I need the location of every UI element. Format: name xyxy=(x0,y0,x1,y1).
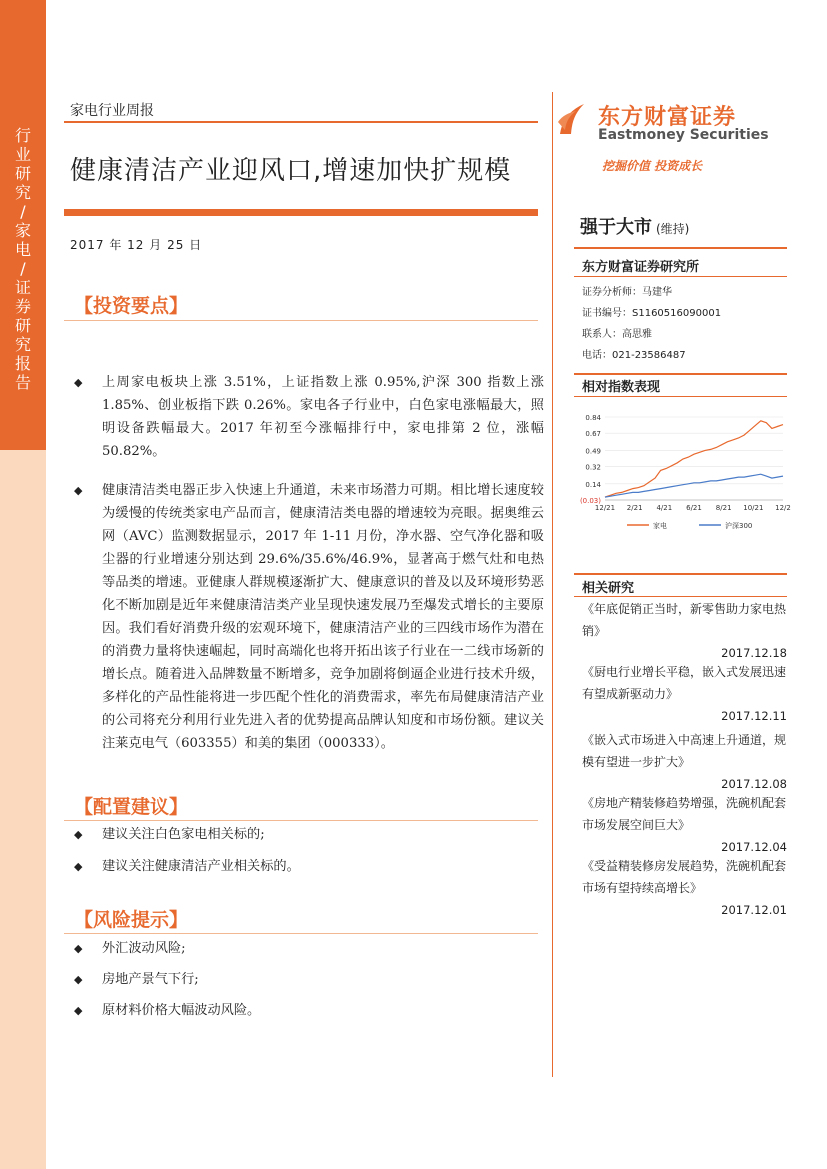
x-tick-label: 4/21 xyxy=(656,504,673,512)
institute-rule xyxy=(574,276,787,277)
investment-heading: 【投资要点】 xyxy=(74,295,189,317)
header-rule xyxy=(64,121,538,123)
report-title: 健康清洁产业迎风口,增速加快扩规模 xyxy=(70,156,512,186)
brand-name-cn: 东方财富证券 xyxy=(598,105,737,130)
bullet-text: 上周家电板块上涨 3.51%，上证指数上涨 0.95%,沪深 300 指数上涨 1.85%、创业板指下跌 0.26%。家电各子行业中，白色家电涨幅最大，照明设备跌幅最大。2017 年初至今涨幅排行中，家电排第 2 位，涨幅 50.82%。 xyxy=(102,375,544,459)
diamond-bullet-icon: ◆ xyxy=(74,973,83,986)
list-item xyxy=(74,823,544,846)
title-rule xyxy=(64,209,538,216)
bullet-text: 外汇波动风险; xyxy=(102,941,186,956)
bullet-text: 房地产景气下行; xyxy=(102,972,199,987)
diamond-bullet-icon: ◆ xyxy=(74,942,83,955)
contact: 联系人：高思雅 xyxy=(582,329,652,340)
cert-number: 证书编号：S1160516090001 xyxy=(582,308,722,319)
brand-name-en: Eastmoney Securities xyxy=(598,127,769,143)
x-tick-label: 10/21 xyxy=(743,504,764,512)
x-tick-label: 8/21 xyxy=(715,504,732,512)
related-heading-rule xyxy=(574,596,787,597)
analyst: 证券分析师：马建华 xyxy=(582,287,672,298)
bullet-text: 建议关注健康清洁产业相关标的。 xyxy=(102,859,300,874)
company-logo-icon xyxy=(556,100,586,138)
related-item[interactable] xyxy=(582,729,787,795)
bullet-text: 建议关注白色家电相关标的; xyxy=(102,827,265,842)
related-item[interactable] xyxy=(582,598,787,664)
x-tick-label: 6/21 xyxy=(686,504,702,512)
investment-heading-rule xyxy=(64,320,538,321)
chart-heading-rule xyxy=(574,396,787,397)
x-tick-label: 2/21 xyxy=(626,504,643,512)
related-title[interactable]: 《房地产精装修趋势增强，洗碗机配套市场发展空间巨大》 xyxy=(582,796,787,832)
allocation-heading: 【配置建议】 xyxy=(74,796,189,818)
chart-heading-top-rule xyxy=(574,373,787,375)
legend-label: 沪深300 xyxy=(725,522,753,530)
related-item[interactable] xyxy=(582,855,787,921)
related-date: 2017.12.11 xyxy=(721,709,787,723)
legend-label: 家电 xyxy=(653,522,667,530)
relative-index-chart xyxy=(575,405,791,540)
series-line-家电 xyxy=(605,421,783,497)
y-tick-label: 0.84 xyxy=(585,414,601,422)
risk-heading-rule xyxy=(64,933,538,934)
y-tick-label: 0.32 xyxy=(585,463,601,472)
institute-name: 东方财富证券研究所 xyxy=(582,260,700,275)
chart-heading: 相对指数表现 xyxy=(582,380,661,395)
bullet-text: 健康清洁类电器正步入快速上升通道，未来市场潜力可期。相比增长速度较为缓慢的传统类家电产品而言，健康清洁类电器的增速较为亮眼。据奥维云网（AVC）监测数据显示，2017 年 1-11 月份，净水器、空气净化器和吸尘器的行业增速分别达到 29.6%/35.6%/46.9%，显著高于燃气灶和电热等品类的增速。亚健康人群规模逐渐扩大、健康意识的普及以及环境形势恶化不断加剧是近年来健康清洁类产业呈现快速发展乃至爆发式增长的主要原因。我们看好消费升级的宏观环境下，健康清洁产业的三四线市场作为潜在的消费力量将快速崛起，同时高端化也将开拓出该子行业在一二线市场新的增长点。随着进入品牌数量不断增多，竞争加剧将倒逼企业进行技术升级，多样化的产品性能将进一步匹配个性化的消费需求，率先布局健康清洁产业的公司将充分利用行业先进入者的优势提高品牌认知度和市场份额。建议关注莱克电气（603355）和美的集团（000333）。 xyxy=(102,483,544,751)
rating-status: (维持) xyxy=(656,222,690,236)
list-item xyxy=(74,999,544,1022)
list-item xyxy=(74,937,544,960)
diamond-bullet-icon: ◆ xyxy=(74,860,83,873)
y-tick-label: 0.14 xyxy=(585,480,601,489)
rating-label: 强于大市 xyxy=(580,217,652,238)
diamond-bullet-icon: ◆ xyxy=(74,1004,83,1017)
related-date: 2017.12.18 xyxy=(721,646,787,660)
brand-slogan: 挖掘价值 投资成长 xyxy=(602,159,703,173)
side-band-bottom xyxy=(0,450,46,1169)
x-tick-label: 12/2 xyxy=(775,504,791,512)
x-tick-label: 12/21 xyxy=(594,504,616,512)
list-item xyxy=(74,479,544,755)
y-tick-label: (0.03) xyxy=(579,497,601,505)
list-item xyxy=(74,371,544,463)
column-divider xyxy=(552,92,553,1077)
related-item[interactable] xyxy=(582,661,787,727)
risk-heading: 【风险提示】 xyxy=(74,909,189,931)
y-tick-label: 0.49 xyxy=(585,447,601,456)
diamond-bullet-icon: ◆ xyxy=(74,376,83,389)
diamond-bullet-icon: ◆ xyxy=(74,828,83,841)
list-item xyxy=(74,968,544,991)
related-date: 2017.12.04 xyxy=(721,840,787,854)
bullet-text: 原材料价格大幅波动风险。 xyxy=(102,1003,261,1018)
list-item xyxy=(74,855,544,878)
industry-label: 家电行业周报 xyxy=(70,103,154,119)
allocation-heading-rule xyxy=(64,820,538,821)
side-category-label: 行业研究 / 家电 / 证券研究报告 xyxy=(14,126,31,392)
related-date: 2017.12.08 xyxy=(721,777,787,791)
related-title[interactable]: 《受益精装修房发展趋势，洗碗机配套市场有望持续高增长》 xyxy=(582,859,787,895)
rating-rule xyxy=(574,247,787,249)
y-tick-label: 0.67 xyxy=(585,430,601,439)
related-title[interactable]: 《嵌入式市场进入中高速上升通道，规模有望进一步扩大》 xyxy=(582,733,787,769)
rating xyxy=(580,213,689,239)
related-heading: 相关研究 xyxy=(582,581,635,596)
report-date: 2017 年 12 月 25 日 xyxy=(70,238,203,252)
series-line-沪深300 xyxy=(605,474,783,497)
diamond-bullet-icon: ◆ xyxy=(74,484,83,497)
phone: 电话：021-23586487 xyxy=(582,350,686,361)
related-item[interactable] xyxy=(582,792,787,858)
related-title[interactable]: 《厨电行业增长平稳，嵌入式发展迅速有望成新驱动力》 xyxy=(582,665,787,701)
related-date: 2017.12.01 xyxy=(721,903,787,917)
related-top-rule xyxy=(574,573,787,575)
related-title[interactable]: 《年底促销正当时，新零售助力家电热销》 xyxy=(582,602,787,638)
